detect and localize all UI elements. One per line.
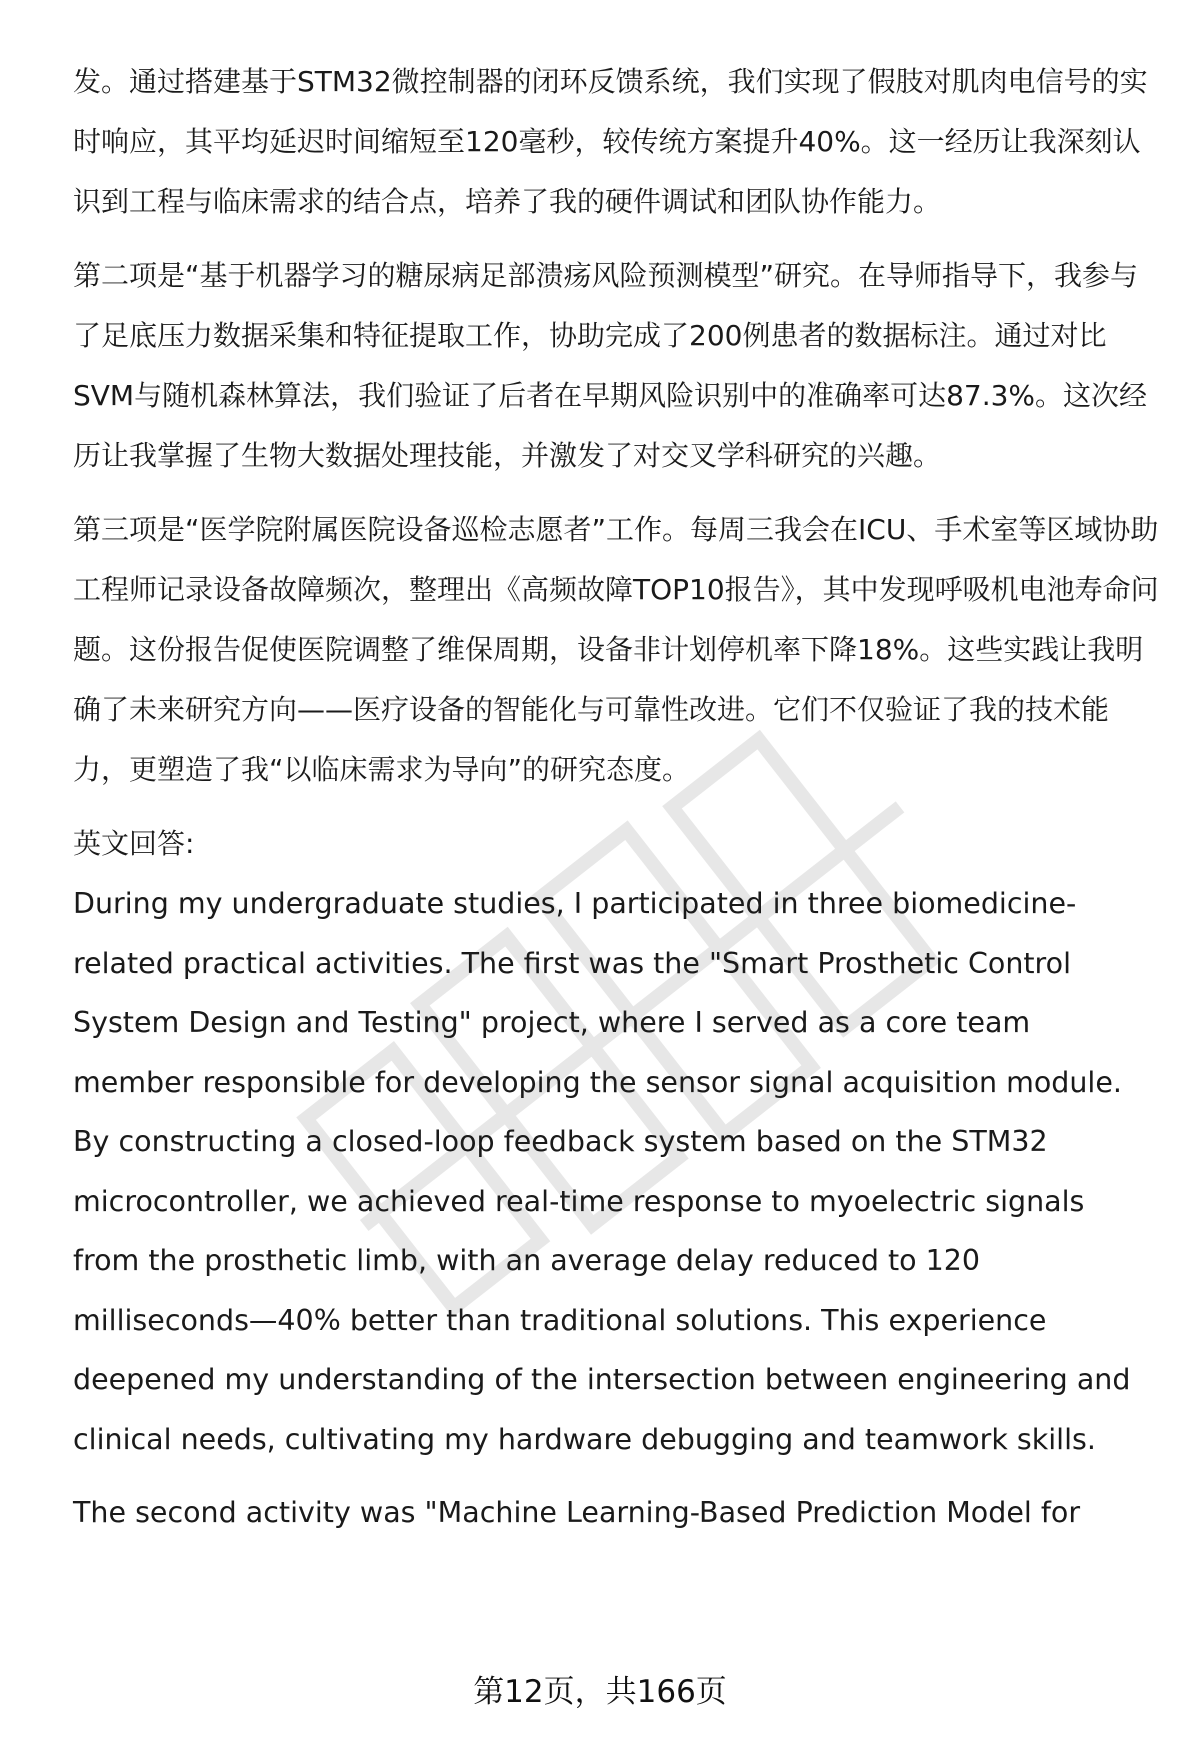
paragraph-cn-1: 发。通过搭建基于STM32微控制器的闭环反馈系统，我们实现了假肢对肌肉电信号的实时响应，其平均延迟时间缩短至120毫秒，较传统方案提升40%。这一经历让我深刻认识到工程与临床需求的结合点，培养了我的硬件调试和团队协作能力。 — [73, 65, 1148, 218]
paragraph-cn-2: 第二项是“基于机器学习的糖尿病足部溃疡风险预测模型”研究。在导师指导下，我参与了足底压力数据采集和特征提取工作，协助完成了200例患者的数据标注。通过对比SVM与随机森林算法，我们验证了后者在早期风险识别中的准确率可达87.3%。这次经历让我掌握了生物大数据处理技能，并激发了对交叉学科研究的兴趣。 — [73, 259, 1148, 472]
document-page — [73, 52, 1159, 1557]
english-answer-label: 英文回答: — [73, 827, 195, 860]
paragraph-cn-3: 第三项是“医学院附属医院设备巡检志愿者”工作。每周三我会在ICU、手术室等区域协助工程师记录设备故障频次，整理出《高频故障TOP10报告》，其中发现呼吸机电池寿命问题。这份报告促使医院调整了维保周期，设备非计划停机率下降18%。这些实践让我明确了未来研究方向——医疗设备的智能化与可靠性改进。它们不仅验证了我的技术能力，更塑造了我“以临床需求为导向”的研究态度。 — [73, 513, 1159, 786]
page-number-footer: 第12页，共166页 — [473, 1674, 727, 1710]
paragraph-en-1: During my undergraduate studies, I participated in three biomedicine-related practical activities. The first was the "Smart Prosthetic Control System Design and Testing" project, where I served as a core team member responsible for developing the sensor signal acquisition module. By constructing a closed-loop feedback system based on the STM32 microcontroller, we achieved real-time response to myoelectric signals from the prosthetic limb, with an average delay reduced to 120 milliseconds—40% better than traditional solutions. This experience deepened my understanding of the intersection between engineering and clinical needs, cultivating my hardware debugging and teamwork skills. — [73, 887, 1131, 1456]
paragraph-en-2: The second activity was "Machine Learning-Based Prediction Model for — [73, 1496, 1081, 1529]
